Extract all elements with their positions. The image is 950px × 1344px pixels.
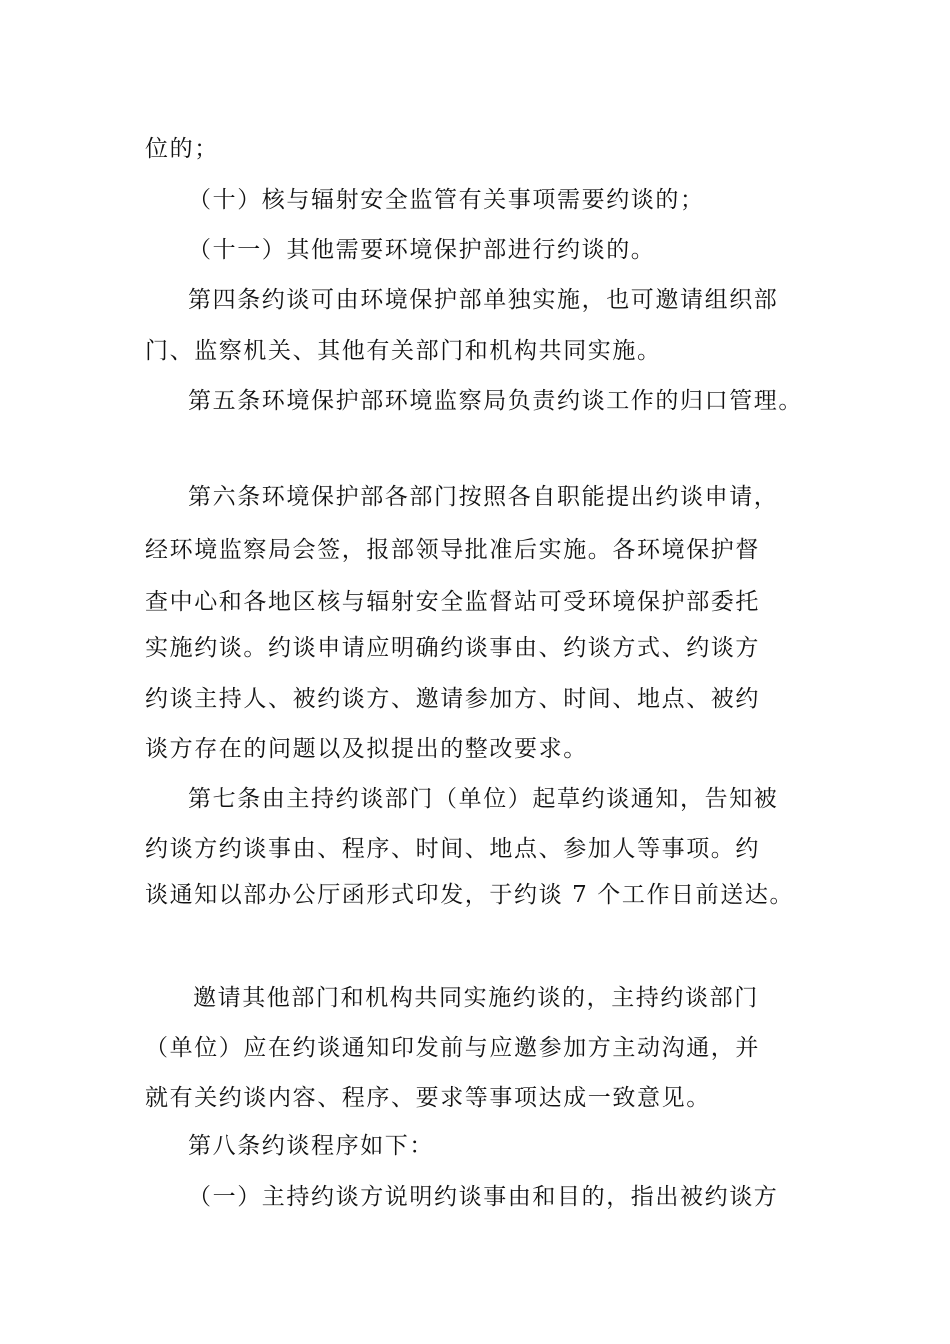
text-line: 约谈主持人、被约谈方、邀请参加方、时间、地点、被约 <box>145 686 760 712</box>
text-line: （单位）应在约谈通知印发前与应邀参加方主动沟通，并 <box>145 1035 760 1061</box>
text-line: 谈通知以部办公厅函形式印发，于约谈 7 个工作日前送达。 <box>145 882 795 908</box>
text-line: 第七条由主持约谈部门（单位）起草约谈通知，告知被 <box>188 786 779 812</box>
text-line: 第五条环境保护部环境监察局负责约谈工作的归口管理。 <box>188 388 803 414</box>
text-line: （一）主持约谈方说明约谈事由和目的，指出被约谈方 <box>188 1184 779 1210</box>
text-line: （十）核与辐射安全监管有关事项需要约谈的； <box>188 187 705 213</box>
text-line: 约谈方约谈事由、程序、时间、地点、参加人等事项。约 <box>145 836 760 862</box>
text-line: 第六条环境保护部各部门按照各自职能提出约谈申请， <box>188 484 779 510</box>
text-line: 查中心和各地区核与辐射安全监督站可受环境保护部委托 <box>145 589 760 615</box>
text-line: 实施约谈。约谈申请应明确约谈事由、约谈方式、约谈方 <box>145 635 760 661</box>
text-line: 经环境监察局会签，报部领导批准后实施。各环境保护督 <box>145 537 760 563</box>
text-line: 第八条约谈程序如下： <box>188 1133 434 1159</box>
text-line: 谈方存在的问题以及拟提出的整改要求。 <box>145 736 588 762</box>
text-line: 门、监察机关、其他有关部门和机构共同实施。 <box>145 338 662 364</box>
text-line: 位的； <box>145 136 219 162</box>
text-line: （十一）其他需要环境保护部进行约谈的。 <box>188 237 656 263</box>
text-line: 就有关约谈内容、程序、要求等事项达成一致意见。 <box>145 1085 711 1111</box>
text-line: 第四条约谈可由环境保护部单独实施，也可邀请组织部 <box>188 287 779 313</box>
text-line: 邀请其他部门和机构共同实施约谈的，主持约谈部门 <box>193 985 759 1011</box>
